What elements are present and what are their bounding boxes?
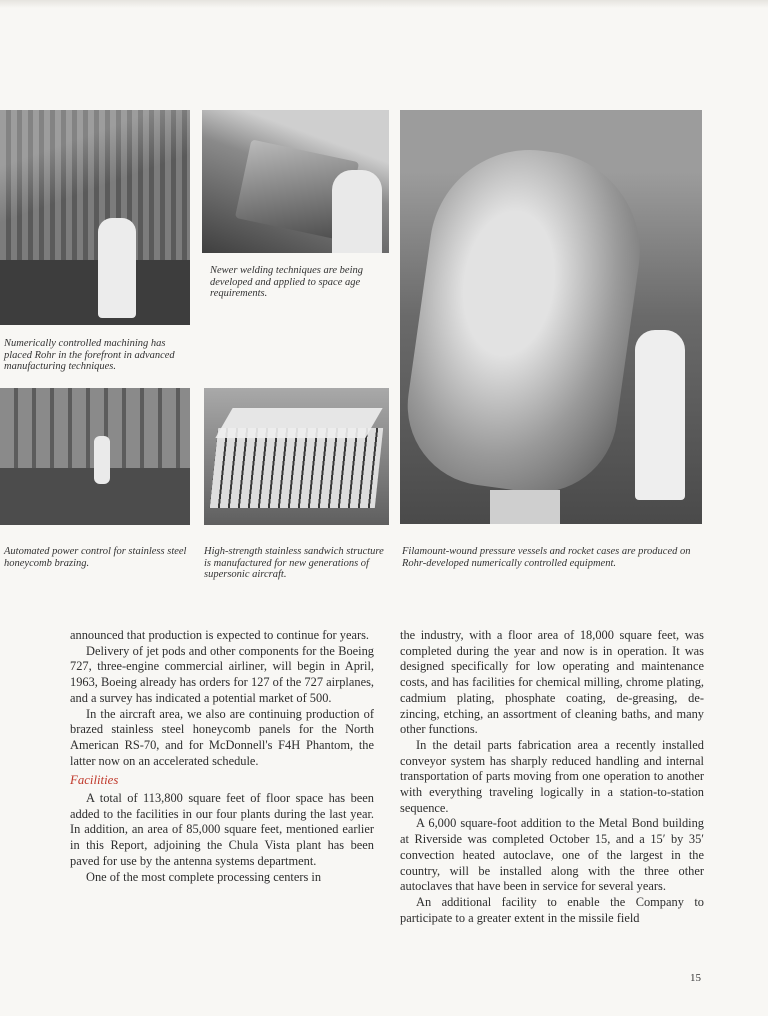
machine-shape xyxy=(0,260,190,325)
pressure-vessel-shape xyxy=(400,137,653,503)
page-top-edge xyxy=(0,0,768,8)
worker-figure xyxy=(332,170,382,253)
paragraph: Delivery of jet pods and other components for the Boeing 727, three-engine commercial airliner, will begin in April, 1963, Boeing already has orders for 127 of the 727 airplanes, and a survey has indicated a potential market of 500. xyxy=(70,643,374,705)
paragraph: In the detail parts fabrication area a recently installed conveyor system has sharply reduced handling and internal transportation of parts moving from one operation to another with everything traveling logically in a station-to-station sequence. xyxy=(400,737,704,815)
left-text-column xyxy=(70,628,374,885)
honeycomb-core-shape xyxy=(210,428,383,508)
mandrel-shaft-shape xyxy=(490,490,560,524)
caption-sandwich: High-strength stainless sandwich structure is manufactured for new generations of supersonic aircraft. xyxy=(204,546,384,580)
worker-figure xyxy=(98,218,136,318)
photo-welding xyxy=(202,110,389,253)
caption-power-control: Automated power control for stainless steel honeycomb brazing. xyxy=(4,546,187,569)
photo-honeycomb-sandwich xyxy=(204,388,389,525)
caption-filament: Filamount-wound pressure vessels and rocket cases are produced on Rohr-developed numerically controlled equipment. xyxy=(402,546,691,569)
technician-figure xyxy=(635,330,685,500)
face-sheet-shape xyxy=(215,408,382,438)
section-heading-facilities: Facilities xyxy=(70,773,119,788)
page-number: 15 xyxy=(690,972,701,984)
worker-figure xyxy=(94,436,110,484)
paragraph: the industry, with a floor area of 18,000 square feet, was completed during the year and now is in operation. It was designed specifically for low operating and maintenance costs, and has facilities for chemical milling, chrome plating, cadmium plating, phosphate coating, de-greasing, de-zincing, etching, an assortment of cleaning baths, and many other functions. xyxy=(400,628,704,737)
caption-machining: Numerically controlled machining has placed Rohr in the forefront in advanced manufacturing techniques. xyxy=(4,338,175,372)
paragraph: A 6,000 square-foot addition to the Metal Bond building at Riverside was completed October 15, and a 15′ by 35′ convection heated autoclave, one of the largest in the country, will be installed along with the three other autoclaves that have been in service for several years. xyxy=(400,816,704,894)
paragraph: One of the most complete processing centers in xyxy=(86,869,322,884)
paragraph: An additional facility to enable the Company to participate to a greater extent in the missile field xyxy=(400,894,704,925)
photo-filament-wound-vessel xyxy=(400,110,702,524)
photo-numerical-machining xyxy=(0,110,190,325)
paragraph: A total of 113,800 square feet of floor space has been added to the facilities in our four plants during the last year. In addition, an area of 85,000 square feet, mentioned earlier in this Report, adjoining the Chula Vista plant has been paved for use by the antenna systems department. xyxy=(70,791,374,868)
photo-power-control xyxy=(0,388,190,525)
caption-welding: Newer welding techniques are being developed and applied to space age requirements. xyxy=(210,265,363,299)
paragraph: In the aircraft area, we also are continuing production of brazed stainless steel honeycomb panels for the North American RS-70, and for McDonnell's F4H Phantom, the latter now on an accelerated schedule. xyxy=(70,706,374,768)
right-text-column xyxy=(400,628,704,926)
paragraph: announced that production is expected to continue for years. xyxy=(70,628,369,642)
